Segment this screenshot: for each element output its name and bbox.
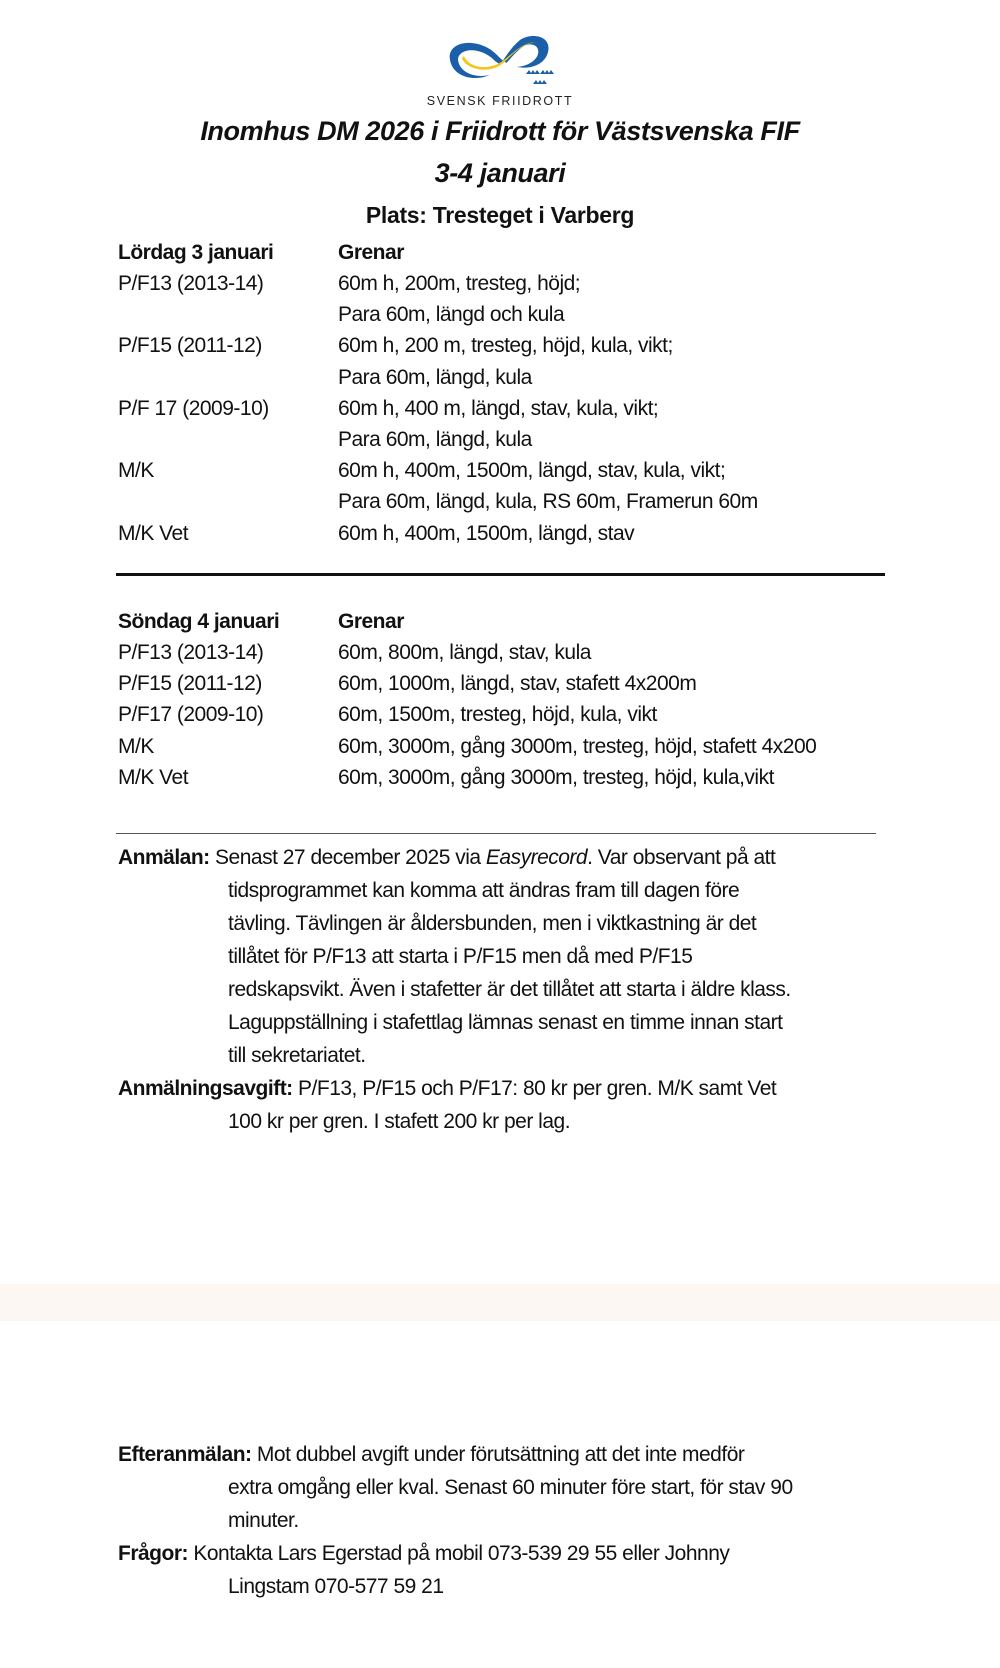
events-cell: 60m, 800m, längd, stav, kula: [338, 641, 591, 664]
sunday-day-label: Söndag 4 januari: [118, 610, 280, 633]
fee-text: P/F13, P/F15 och P/F17: 80 kr per gren. M/K samt Vet: [298, 1077, 777, 1100]
text-line: extra omgång eller kval. Senast 60 minuter före start, för stav 90: [228, 1476, 793, 1499]
events-cell: 60m, 3000m, gång 3000m, tresteg, höjd, kula,vikt: [338, 765, 774, 789]
events-cell: 60m h, 400m, 1500m, längd, stav, kula, vikt;: [338, 459, 726, 483]
late-registration-section: [118, 1438, 888, 1603]
class-cell: P/F 17 (2009-10): [118, 396, 269, 420]
questions-text: Kontakta Lars Egerstad på mobil 073-539 29 55 eller Johnny: [193, 1542, 730, 1565]
text-line: Lingstam 070-577 59 21: [228, 1575, 444, 1598]
events-cell: 60m h, 400m, 1500m, längd, stav: [338, 521, 635, 545]
text-line: 100 kr per gren. I stafett 200 kr per lag.: [228, 1110, 571, 1133]
events-cell: Para 60m, längd, kula, RS 60m, Framerun 60m: [338, 490, 758, 514]
events-cell: 60m h, 200m, tresteg, höjd;: [338, 272, 581, 295]
class-cell: P/F15 (2011-12): [118, 672, 262, 696]
events-cell: Para 60m, längd, kula: [338, 365, 532, 389]
fee-label: Anmälningsavgift:: [118, 1077, 293, 1100]
class-cell: M/K Vet: [118, 521, 189, 545]
class-cell: M/K Vet: [118, 765, 189, 789]
late-registration-text: Mot dubbel avgift under förutsättning att det inte medför: [256, 1443, 745, 1466]
saturday-day-label: Lördag 3 januari: [118, 241, 274, 264]
background-band: [0, 1284, 1000, 1321]
class-cell: P/F13 (2013-14): [118, 272, 264, 295]
text-line: tidsprogrammet kan komma att ändras fram till dagen före: [228, 879, 740, 902]
logo-text: SVENSK FRIIDROTT: [426, 94, 574, 108]
registration-label: Anmälan:: [118, 846, 210, 869]
events-cell: 60m h, 200 m, tresteg, höjd, kula, vikt;: [338, 334, 673, 358]
logo: [0, 30, 1000, 108]
questions-label: Frågor:: [118, 1542, 188, 1565]
registration-text-end: . Var observant på att: [587, 846, 776, 869]
saturday-events-header: Grenar: [338, 241, 404, 264]
sunday-events-header: Grenar: [338, 610, 404, 633]
events-cell: 60m, 1000m, längd, stav, stafett 4x200m: [338, 672, 697, 696]
venue: Plats: Tresteget i Varberg: [365, 202, 635, 228]
events-cell: Para 60m, längd, kula: [338, 428, 532, 451]
event-dates: 3-4 januari: [434, 158, 566, 188]
text-line: tävling. Tävlingen är åldersbunden, men i viktkastning är det: [228, 912, 757, 935]
events-cell: 60m, 3000m, gång 3000m, tresteg, höjd, stafett 4x200: [338, 734, 817, 758]
events-cell: Para 60m, längd och kula: [338, 303, 565, 327]
class-cell: M/K: [118, 734, 154, 758]
registration-section: [118, 841, 888, 1138]
page-title: Inomhus DM 2026 i Friidrott för Västsvenska FIF: [200, 116, 800, 146]
events-cell: 60m h, 400 m, längd, stav, kula, vikt;: [338, 396, 659, 420]
section-divider: [116, 573, 885, 576]
text-line: redskapsvikt. Även i stafetter är det tillåtet att starta i äldre klass.: [228, 978, 791, 1001]
class-cell: P/F17 (2009-10): [118, 703, 264, 727]
events-cell: 60m, 1500m, tresteg, höjd, kula, vikt: [338, 703, 657, 727]
registration-text: Senast 27 december 2025 via: [215, 846, 486, 869]
text-line: till sekretariatet.: [228, 1044, 366, 1067]
class-cell: M/K: [118, 459, 154, 483]
easyrecord-link: Easyrecord: [485, 846, 588, 869]
text-line: Laguppställning i stafettlag lämnas senast en timme innan start: [228, 1011, 783, 1034]
class-cell: P/F13 (2013-14): [118, 641, 264, 664]
late-registration-label: Efteranmälan:: [118, 1443, 252, 1466]
svensk-friidrott-logo-icon: [440, 30, 560, 92]
underscore-divider: [116, 833, 876, 834]
text-line: minuter.: [228, 1509, 299, 1532]
class-cell: P/F15 (2011-12): [118, 334, 262, 358]
text-line: tillåtet för P/F13 att starta i P/F15 men då med P/F15: [228, 945, 693, 968]
